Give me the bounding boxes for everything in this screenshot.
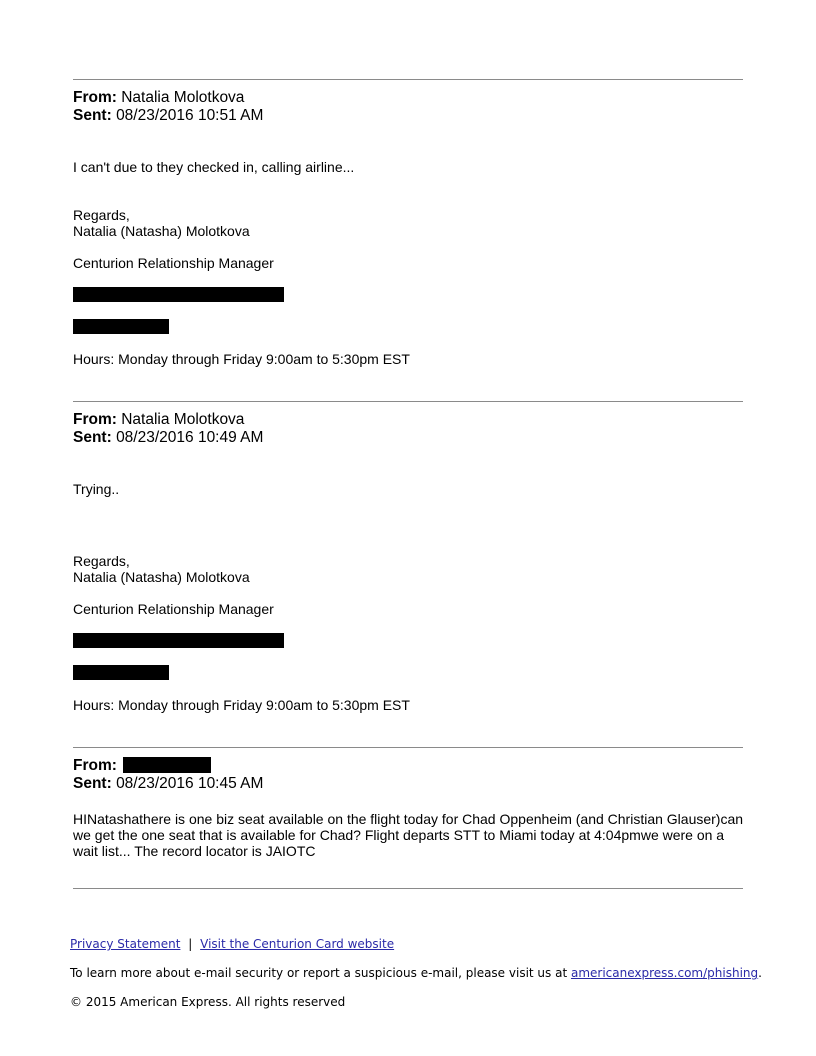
- redaction-bar: [73, 287, 284, 302]
- centurion-website-link[interactable]: Visit the Centurion Card website: [200, 937, 395, 951]
- sent-line: [73, 429, 263, 447]
- phishing-link[interactable]: americanexpress.com/phishing: [570, 966, 759, 980]
- from-label: From:: [73, 89, 117, 106]
- redacted-sender: [123, 757, 211, 773]
- office-hours: Hours: Monday through Friday 9:00am to 5:30pm EST: [73, 697, 410, 713]
- signature-title: Centurion Relationship Manager: [73, 255, 274, 271]
- message-text: HINatashathere is one biz seat available on the flight today for Chad Oppenheim (and Christian Glauser)can we get the one seat that is available for Chad? Flight departs STT to Miami today at 4:04pmwe were on a wait list... The record locator is JAIOTC: [73, 811, 744, 859]
- sent-line: [73, 107, 263, 125]
- security-text: To learn more about e-mail security or report a suspicious e-mail, please visit us at: [70, 966, 571, 980]
- sent-date: 08/23/2016 10:45 AM: [116, 775, 264, 792]
- from-label: From:: [73, 411, 117, 428]
- sent-label: Sent:: [73, 429, 112, 446]
- from-line: [73, 757, 211, 775]
- from-line: [73, 89, 244, 107]
- from-name: Natalia Molotkova: [121, 89, 245, 106]
- sent-label: Sent:: [73, 107, 112, 124]
- message-text: I can't due to they checked in, calling airline...: [73, 159, 355, 175]
- signature-title: Centurion Relationship Manager: [73, 601, 274, 617]
- security-notice: [70, 966, 762, 980]
- period: .: [758, 966, 762, 980]
- link-separator: |: [188, 937, 193, 951]
- copyright-text: © 2015 American Express. All rights reserved: [70, 995, 346, 1009]
- from-line: [73, 411, 244, 429]
- signature-name: Natalia (Natasha) Molotkova: [73, 569, 250, 585]
- footer-links: [70, 937, 394, 951]
- from-label: From:: [73, 757, 117, 774]
- message-text: Trying..: [73, 481, 120, 497]
- office-hours: Hours: Monday through Friday 9:00am to 5:30pm EST: [73, 351, 410, 367]
- divider: [73, 888, 743, 889]
- divider: [73, 401, 743, 402]
- divider: [73, 79, 743, 80]
- divider: [73, 747, 743, 748]
- redaction-bar: [73, 633, 284, 648]
- signature-name: Natalia (Natasha) Molotkova: [73, 223, 250, 239]
- from-name: Natalia Molotkova: [121, 411, 245, 428]
- sent-label: Sent:: [73, 775, 112, 792]
- redaction-bar: [73, 319, 169, 334]
- sent-date: 08/23/2016 10:51 AM: [116, 107, 264, 124]
- privacy-statement-link[interactable]: Privacy Statement: [70, 937, 181, 951]
- regards-text: Regards,: [73, 553, 130, 569]
- redaction-bar: [73, 665, 169, 680]
- regards-text: Regards,: [73, 207, 130, 223]
- sent-date: 08/23/2016 10:49 AM: [116, 429, 264, 446]
- sent-line: [73, 775, 263, 793]
